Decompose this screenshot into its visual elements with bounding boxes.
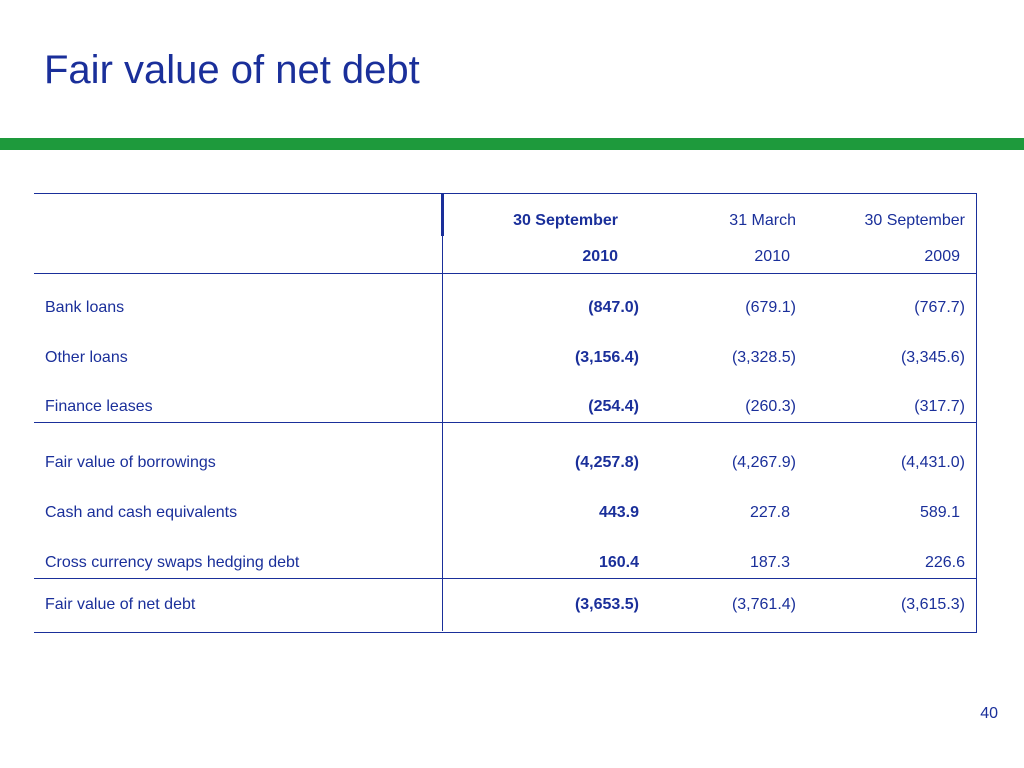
row-label: Cross currency swaps hedging debt [45, 554, 300, 571]
row-value-sep-2009: (4,431.0) [900, 454, 965, 471]
header-col2-line1: 31 March [729, 212, 796, 229]
row-value-sep-2010: 160.4 [598, 554, 639, 571]
total-rule [34, 578, 977, 579]
row-value-mar-2010: (679.1) [745, 299, 796, 316]
row-value-sep-2009: (767.7) [914, 299, 965, 316]
header-col3-line1: 30 September [864, 212, 965, 229]
row-label: Finance leases [45, 398, 153, 415]
row-value-sep-2009: (3,345.6) [900, 349, 965, 366]
row-label: Cash and cash equivalents [45, 504, 238, 521]
row-value-sep-2010: (4,257.8) [574, 454, 639, 471]
header-col3-line2: 2009 [924, 248, 960, 265]
row-label: Fair value of net debt [45, 596, 196, 613]
row-value-sep-2009: (3,615.3) [900, 596, 965, 613]
row-value-mar-2010: (3,761.4) [731, 596, 796, 613]
row-label: Other loans [45, 349, 128, 366]
row-value-sep-2009: 226.6 [924, 554, 965, 571]
row-value-sep-2010: 443.9 [598, 504, 639, 521]
row-value-sep-2009: (317.7) [914, 398, 965, 415]
header-col1-line2: 2010 [582, 248, 618, 265]
header-col1-line1: 30 September [513, 212, 618, 229]
accent-bar [0, 138, 1024, 150]
row-value-sep-2009: 589.1 [919, 504, 960, 521]
subtotal-rule [34, 422, 977, 423]
row-value-mar-2010: (260.3) [745, 398, 796, 415]
row-value-mar-2010: (3,328.5) [731, 349, 796, 366]
row-value-sep-2010: (847.0) [588, 299, 639, 316]
page-title: Fair value of net debt [44, 48, 420, 92]
row-value-sep-2010: (254.4) [588, 398, 639, 415]
row-label: Fair value of borrowings [45, 454, 216, 471]
header-rule [34, 273, 977, 274]
row-value-sep-2010: (3,156.4) [574, 349, 639, 366]
header-col2-line2: 2010 [754, 248, 790, 265]
column-divider [442, 193, 443, 631]
row-value-mar-2010: (4,267.9) [731, 454, 796, 471]
row-value-mar-2010: 227.8 [749, 504, 790, 521]
header-divider-accent [441, 193, 444, 236]
row-value-mar-2010: 187.3 [749, 554, 790, 571]
page-number: 40 [980, 705, 998, 722]
row-value-sep-2010: (3,653.5) [574, 596, 639, 613]
row-label: Bank loans [45, 299, 125, 316]
